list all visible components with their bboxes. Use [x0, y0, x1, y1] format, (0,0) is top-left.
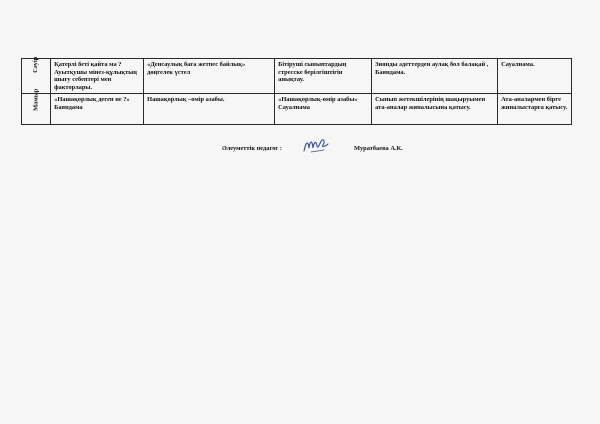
- table-cell: Зиянды әдеттерден аулақ бол балақай , Баяндама.: [372, 59, 498, 94]
- handwritten-signature-icon: [302, 136, 330, 156]
- table-cell: Нашақорлық –өмір азабы.: [144, 94, 275, 125]
- table-cell: Ата-аналармен бірге жиналыстарға қатысу.: [498, 94, 572, 125]
- table-cell: Қатерлі беті қайта ма ? Ауытқушы мінез-құлықтың шығу себептері мен факторлары.: [51, 59, 144, 94]
- month-cell: [22, 89, 51, 125]
- table-cell: Бітіруші сыныптардың стресске берілгіштігін анықтау.: [275, 59, 372, 94]
- month-label: Сәуір: [32, 56, 40, 73]
- table-cell: «Нашақорлық-өмір азабы» Сауалнама: [275, 94, 372, 125]
- month-label: Мамыр: [32, 89, 40, 112]
- table-row: [22, 94, 572, 125]
- table-cell: «Нашақорлық деген не ?» Баяндама: [51, 94, 144, 125]
- table-cell: Сауалнама.: [498, 59, 572, 94]
- signature-label: Әлеуметтік педагог :: [222, 145, 283, 152]
- signer-name: Муратбаева А.К.: [354, 145, 403, 152]
- table-cell: Сынып жетекшілерінің шақыруымен ата-аналар жиналысына қатысу.: [372, 94, 498, 125]
- table-row: [22, 59, 572, 94]
- plan-table: [21, 58, 572, 125]
- table-cell: «Денсаулық баға жетпес байлық» дөңгелек үстел: [144, 59, 275, 94]
